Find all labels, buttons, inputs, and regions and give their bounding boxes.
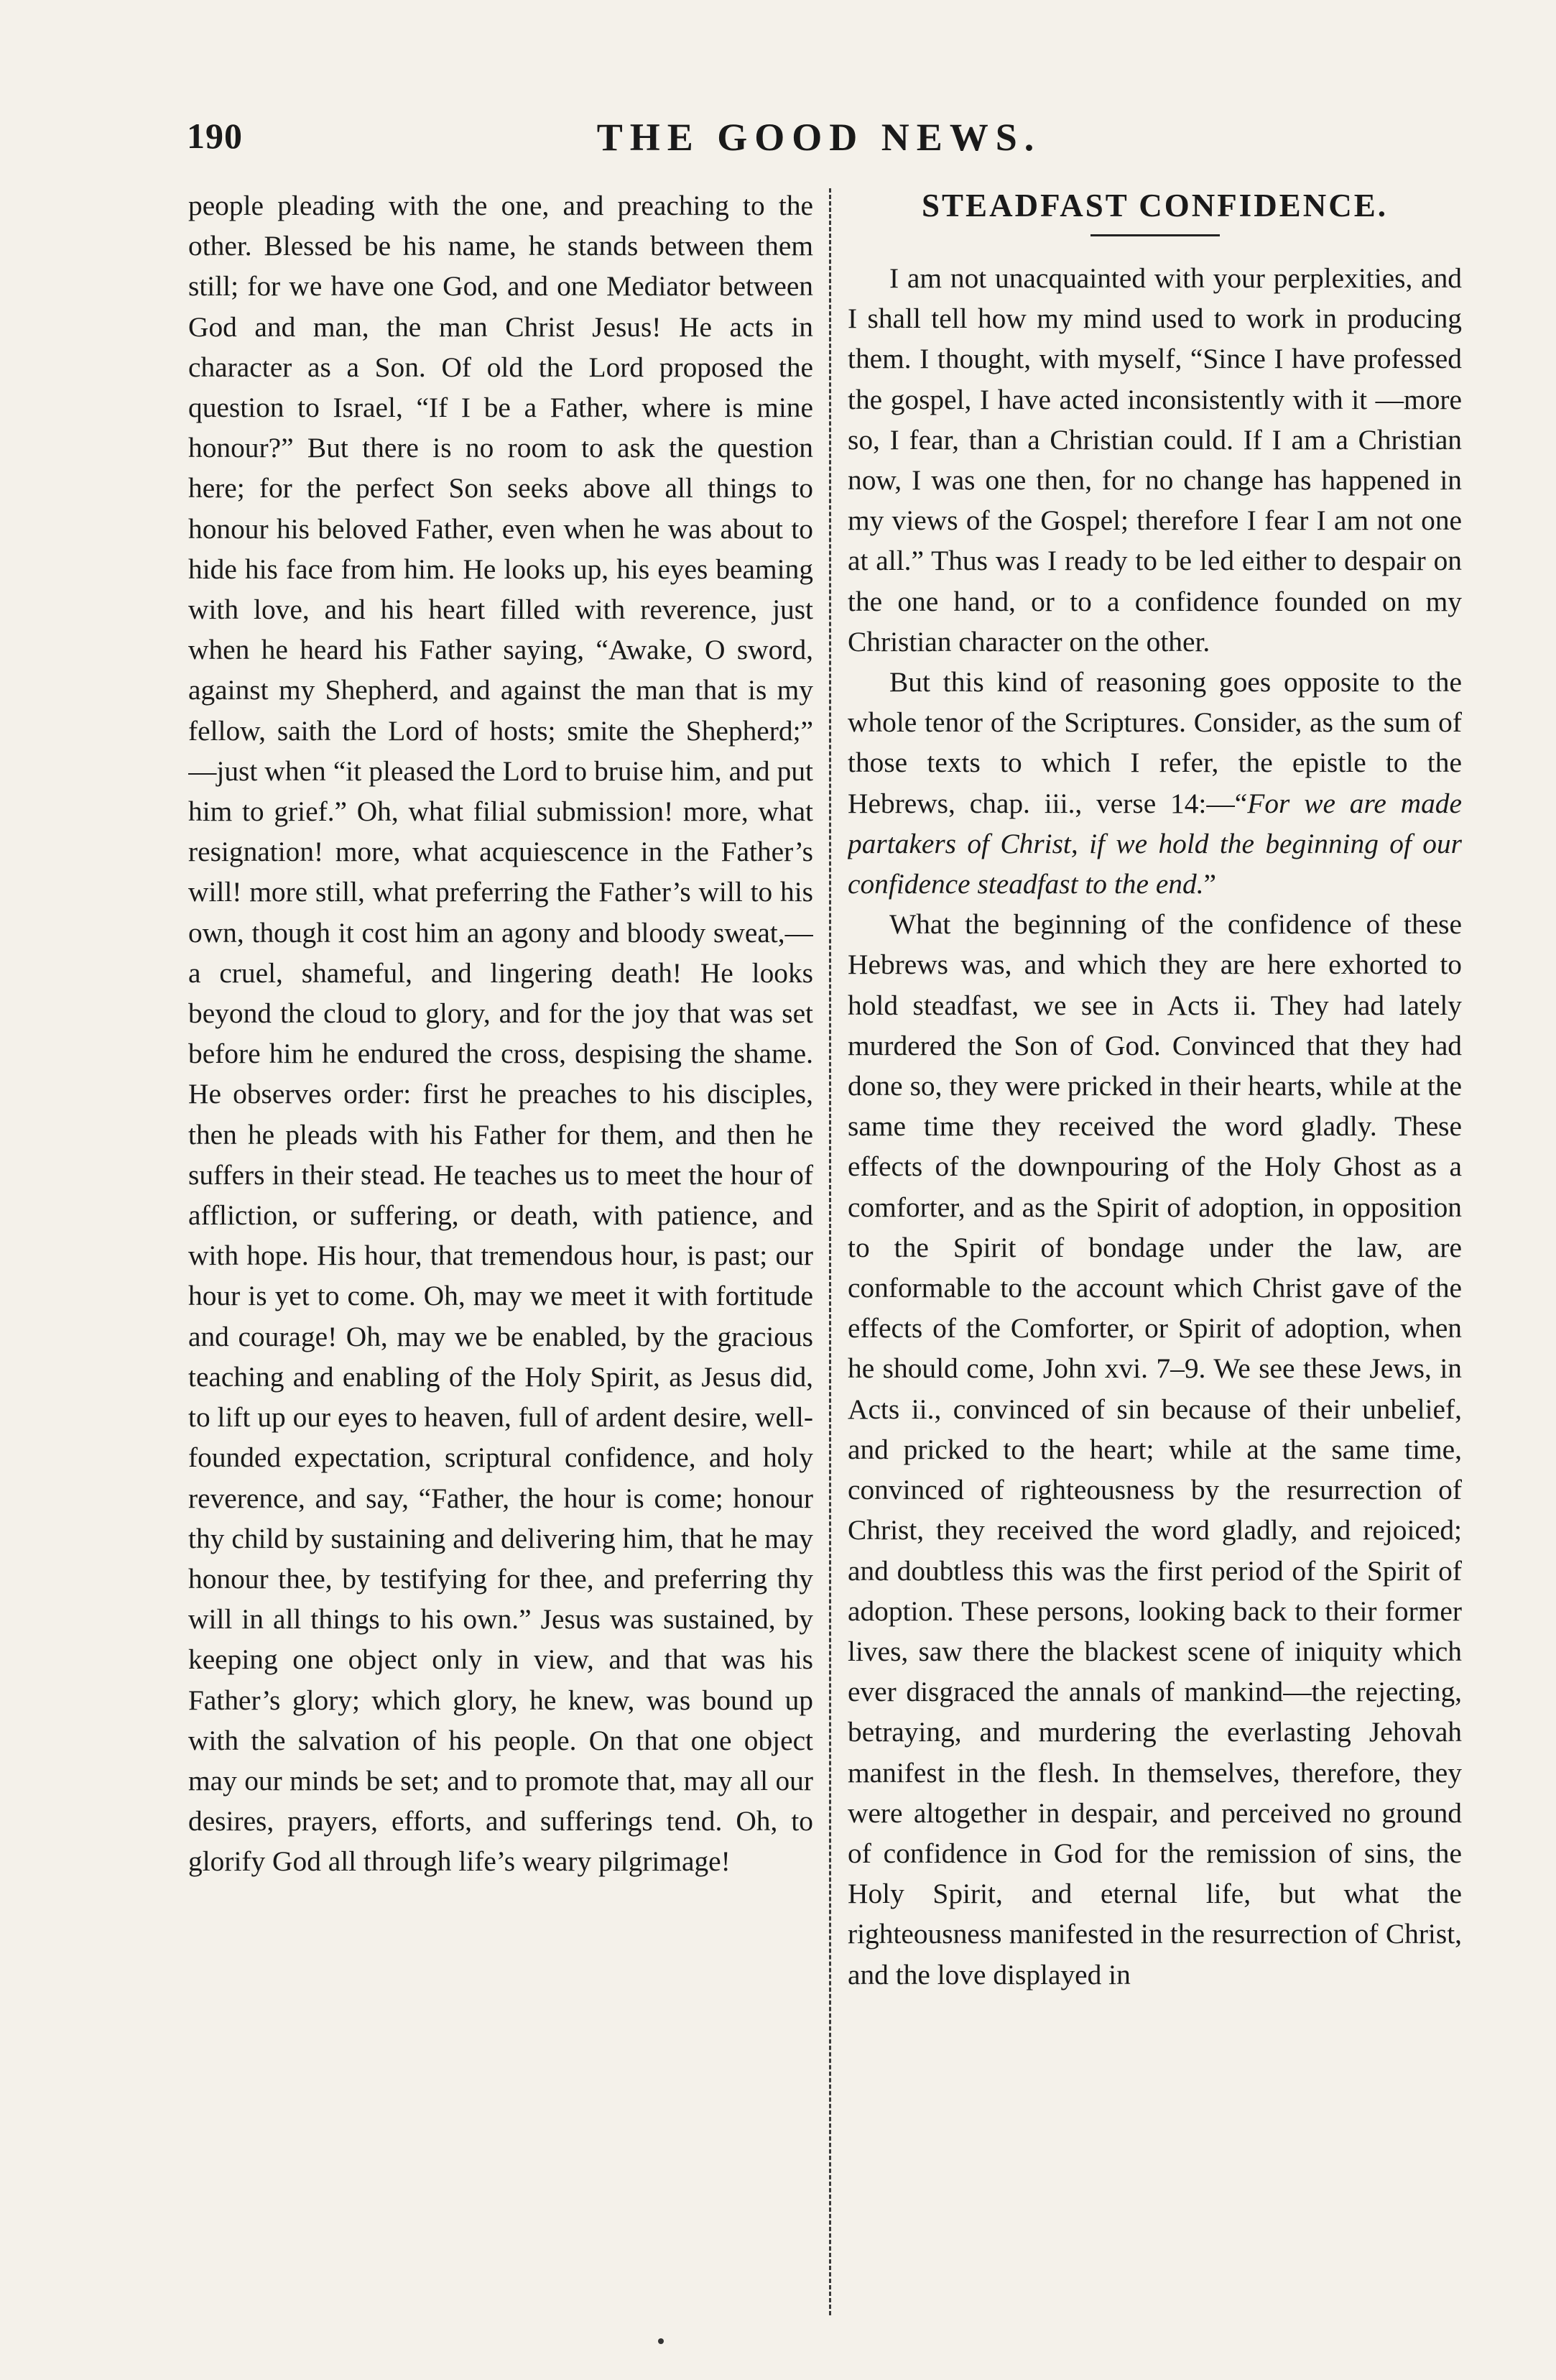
page-number: 190 [187,116,243,156]
column-divider [829,188,831,2315]
left-column [188,185,813,2341]
quote-close: ” [1203,868,1217,900]
scripture-quote: For we are made partakers of Christ, if we hold the beginning of our confidence steadfast to the end. [848,787,1462,900]
page-header [187,115,1451,165]
right-column [848,185,1462,2341]
right-paragraph-3: What the beginning of the confidence of these Hebrews was, and which they are here exhorted to hold steadfast, we see in Acts ii. They had lately murdered the Son of God. Convinced that they had done so, they were pricked in their hearts, while at the same time they received the word gladly. These effects of the downpouring of the Holy Ghost as a comforter, and as the Spirit of adoption, in opposition to the Spirit of bondage under the law, are conformable to the account which Christ gave of the effects of the Comforter, or Spirit of adoption, when he should come, John xvi. 7–9. We see these Jews, in Acts ii., convinced of sin because of their unbelief, and pricked to the heart; while at the same time, convinced of righteousness by the resurrection of Christ, they received the word gladly, and rejoiced; and doubtless this was the first period of the Spirit of adoption. These persons, looking back to their former lives, saw there the blackest scene of iniquity which ever disgraced the annals of mankind—the rejecting, betraying, and murdering the everlasting Jehovah manifest in the flesh. In themselves, therefore, they were altogether in despair, and perceived no ground of confidence in God for the remission of sins, the Holy Spirit, and eternal life, but what the righteousness manifested in the resurrection of Christ, and the love displayed in [848,908,1462,1991]
title-rule [1090,234,1220,236]
running-title: THE GOOD NEWS. [596,116,1042,159]
paragraph-2-text: But this kind of reasoning goes opposite to the whole tenor of the Scriptures. Consider, as the sum of those texts to which I refer, the epistle to the Hebrews, chap. iii., verse 14:—“ [848,666,1462,819]
left-paragraph-1: people pleading with the one, and preaching to the other. Blessed be his name, he stands between them still; for we have one God, and one Mediator between God and man, the man Christ Jesus! He acts in character as a Son. Of old the Lord proposed the question to Israel, “If I be a Father, where is mine honour?” But there is no room to ask the question here; for the perfect Son seeks above all things to honour his beloved Father, even when he was about to hide his face from him. He looks up, his eyes beaming with love, and his heart filled with reverence, just when he heard his Father saying, “Awake, O sword, against my Shepherd, and against the man that is my fellow, saith the Lord of hosts; smite the Shepherd;” —just when “it pleased the Lord to bruise him, and put him to grief.” Oh, what filial submission! more, what resignation! more, what acquiescence in the Father’s will! more still, what preferring the Father’s will to his own, though it cost him an agony and bloody sweat,—a cruel, shameful, and lingering death! He looks beyond the cloud to glory, and for the joy that was set before him he endured the cross, despising the shame. He observes order: first he preaches to his disciples, then he pleads with his Father for them, and then he suffers in their stead. He teaches us to meet the hour of affliction, or suffering, or death, with patience, and with hope. His hour, that tremendous hour, is past; our hour is yet to come. Oh, may we meet it with fortitude and courage! Oh, may we be enabled, by the gracious teaching and enabling of the Holy Spirit, as Jesus did, to lift up our eyes to heaven, full of ardent desire, well-founded expectation, scriptural confidence, and holy reverence, and say, “Father, the hour is come; honour thy child by sustaining and delivering him, that he may honour thee, by testifying for thee, and preferring thy will in all things to his own.” Jesus was sustained, by keeping one object only in view, and that was his Father’s glory; which glory, he knew, was bound up with the salvation of his people. On that one object may our minds be set; and to promote that, may all our desires, prayers, efforts, and sufferings tend. Oh, to glorify God all through life’s weary pilgrimage! [188,190,813,1878]
right-paragraph-2 [848,662,1462,904]
bottom-dot-ornament [658,2338,664,2344]
right-paragraph-1: I am not unacquainted with your perplexities, and I shall tell how my mind used to work in producing them. I thought, with myself, “Since I have professed the gospel, I have acted inconsistently with it —more so, I fear, than a Christian could. If I am a Christian now, I was one then, for no change has happened in my views of the Gospel; therefore I fear I am not one at all.” Thus was I ready to be led either to despair on the one hand, or to a confidence founded on my Christian character on the other. [848,262,1462,658]
article-title: STEADFAST CONFIDENCE. [922,188,1388,223]
